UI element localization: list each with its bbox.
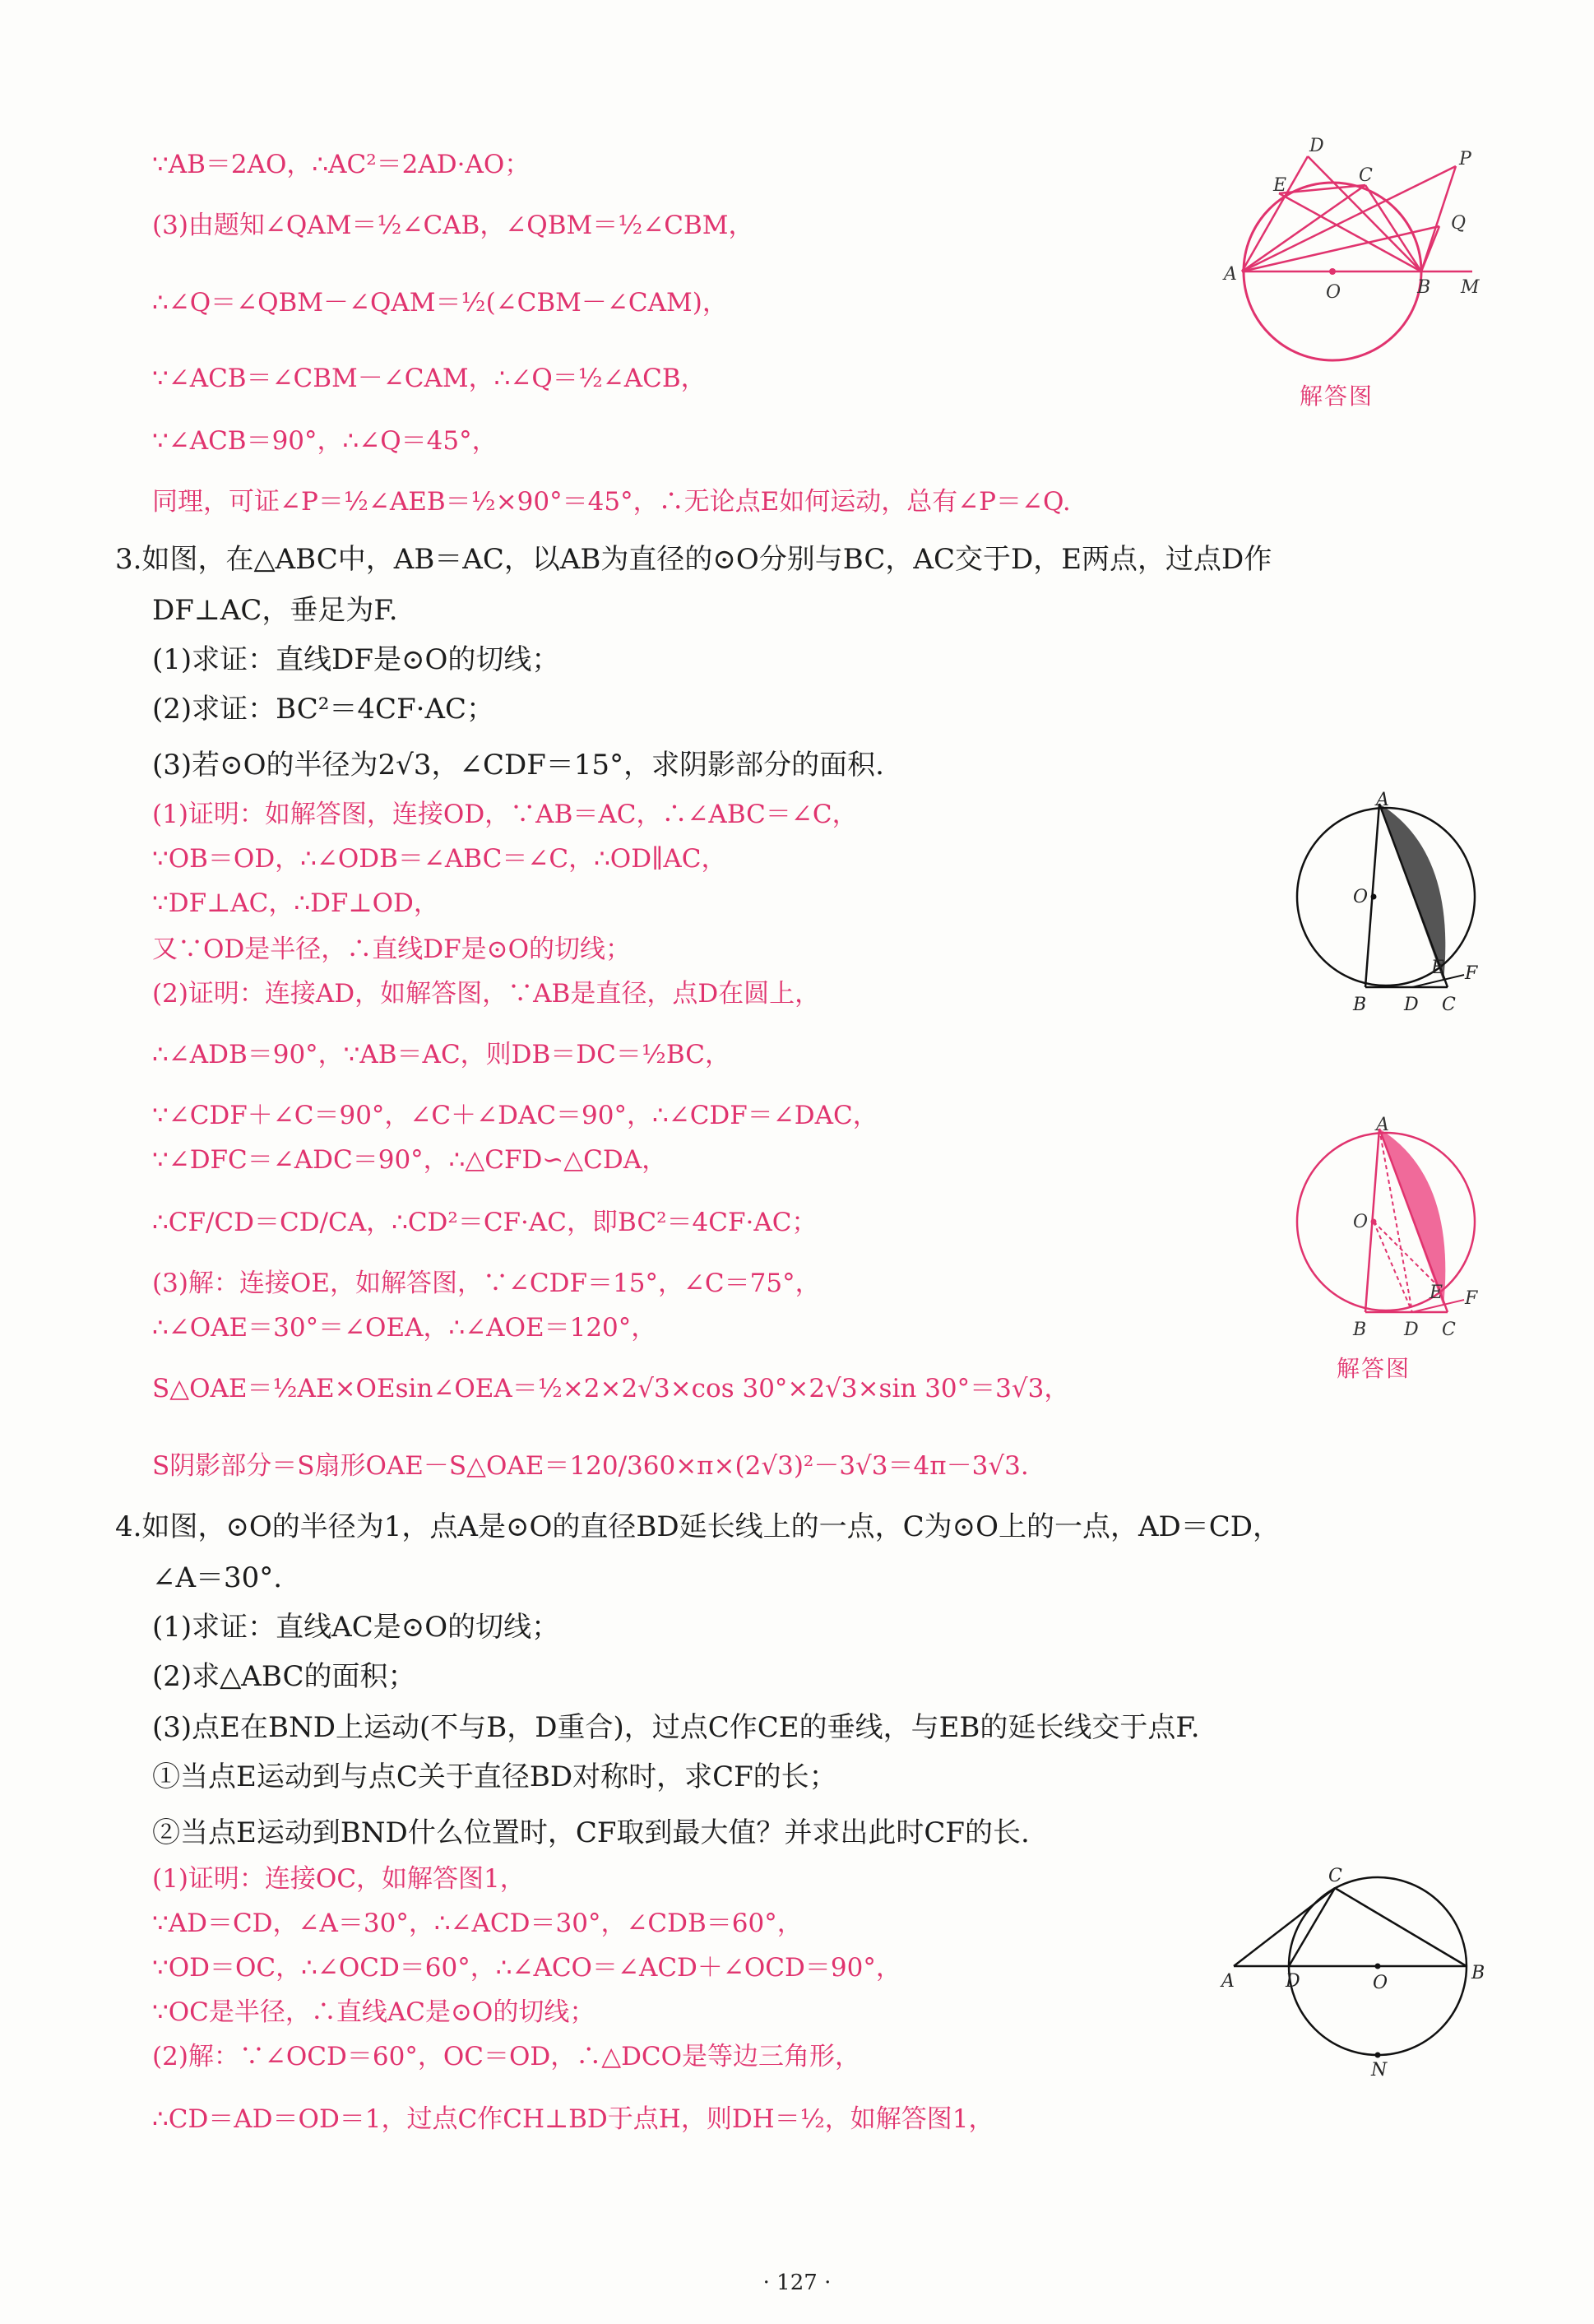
svg-text:A: A [1221,1971,1235,1992]
answer-line: ∴∠Q＝∠QBM－∠QAM＝½(∠CBM－∠CAM)， [152,288,728,318]
question-line: ∠A＝30°. [152,1561,283,1594]
answer-line: ∵∠DFC＝∠ADC＝90°，∴△CFD∽△CDA， [152,1145,668,1175]
question-line: (3)点E在BND上运动(不与B，D重合)，过点C作CE的垂线，与EB的延长线交于点F. [152,1711,1200,1744]
svg-text:D: D [1404,995,1419,1015]
answer-line: ∴∠ADB＝90°，∵AB＝AC，则DB＝DC＝½BC， [152,1040,730,1069]
svg-text:O: O [1353,887,1369,907]
fig1-label-d: D [1309,136,1324,156]
question-line: 3.如图，在△ABC中，AB＝AC，以AB为直径的⊙O分别与BC，AC交于D，E两点，过点D作 [115,543,1272,576]
svg-text:N: N [1371,2060,1388,2080]
svg-text:B: B [1417,277,1431,298]
figure-3 [1279,1115,1501,1382]
svg-text:A: A [1376,790,1389,810]
figure-4-svg [1221,1863,1493,2080]
svg-text:O: O [1326,282,1341,303]
svg-text:B: B [1353,1320,1367,1340]
svg-text:P: P [1459,149,1471,169]
svg-text:B: B [1353,995,1367,1015]
svg-text:A: A [1224,264,1237,285]
answer-line: ∵OB＝OD，∴∠ODB＝∠ABC＝∠C，∴OD∥AC， [152,844,727,874]
figure-3-caption: 解答图 [1337,1355,1411,1382]
answer-line: (3)解：连接OE，如解答图，∵∠CDF＝15°，∠C＝75°， [152,1269,821,1298]
svg-text:E: E [1273,175,1287,196]
svg-text:C: C [1442,1320,1456,1340]
figure-3-svg [1279,1115,1501,1341]
answer-line: ∴∠OAE＝30°＝∠OEA，∴∠AOE＝120°， [152,1313,657,1343]
question-line: ②当点E运动到BND什么位置时，CF取到最大值？并求出此时CF的长. [152,1816,1030,1849]
answer-line: 又∵OD是半径，∴直线DF是⊙O的切线； [152,935,632,964]
svg-text:D: D [1286,1971,1300,1992]
answer-line: ∴CD＝AD＝OD＝1，过点C作CH⊥BD于点H，则DH＝½，如解答图1， [152,2104,994,2134]
svg-text:Q: Q [1451,213,1467,234]
answer-line: ∵OC是半径，∴直线AC是⊙O的切线； [152,1997,595,2027]
svg-text:F: F [1465,1288,1478,1309]
figure-4 [1221,1863,1493,2080]
svg-text:D: D [1404,1320,1419,1340]
page-number: · 127 · [762,2271,832,2295]
answer-line: ∵DF⊥AC，∴DF⊥OD， [152,888,439,918]
figure-1 [1217,136,1489,410]
figure-2-svg [1279,790,1501,1016]
answer-line: S△OAE＝½AE×OEsin∠OEA＝½×2×2√3×cos 30°×2√3×sin 30°＝3√3， [152,1374,1070,1403]
svg-text:C: C [1359,165,1373,186]
svg-text:B: B [1471,1963,1485,1983]
answer-line: (1)证明：如解答图，连接OD，∵AB＝AC，∴∠ABC＝∠C， [152,800,858,829]
answer-line: (2)解：∵∠OCD＝60°，OC＝OD，∴△DCO是等边三角形， [152,2042,861,2071]
center-dot [1329,268,1336,275]
figure-1-caption: 解答图 [1300,383,1374,410]
answer-line: (3)由题知∠QAM＝½∠CAB，∠QBM＝½∠CBM， [152,211,754,240]
answer-line: ∵∠ACB＝90°，∴∠Q＝45°， [152,426,498,456]
svg-text:O: O [1373,1973,1388,1993]
svg-text:F: F [1465,963,1478,984]
svg-text:E: E [1430,1283,1443,1303]
answer-line: (2)证明：连接AD，如解答图，∵AB是直径，点D在圆上， [152,979,821,1009]
answer-line: ∵∠ACB＝∠CBM－∠CAM，∴∠Q＝½∠ACB， [152,364,707,393]
answer-line: ∴CF/CD＝CD/CA，∴CD²＝CF·AC，即BC²＝4CF·AC； [152,1208,818,1237]
question-line: ①当点E运动到与点C关于直径BD对称时，求CF的长； [152,1760,837,1793]
svg-text:C: C [1328,1866,1342,1886]
answer-line: 同理，可证∠P＝½∠AEB＝½×90°＝45°，∴无论点E如何运动，总有∠P＝∠Q. [152,487,1071,517]
question-line: (3)若⊙O的半径为2√3，∠CDF＝15°，求阴影部分的面积. [152,749,884,782]
question-line: (2)求证：BC²＝4CF·AC； [152,693,495,726]
svg-text:M: M [1461,277,1480,298]
question-line: (1)求证：直线AC是⊙O的切线； [152,1611,560,1644]
question-line: 4.如图，⊙O的半径为1，点A是⊙O的直径BD延长线上的一点，C为⊙O上的一点，AD＝CD， [115,1510,1281,1543]
question-line: (1)求证：直线DF是⊙O的切线； [152,643,560,676]
question-line: (2)求△ABC的面积； [152,1660,416,1693]
svg-text:E: E [1431,958,1445,978]
figure-2 [1279,790,1501,1016]
question-line: DF⊥AC，垂足为F. [152,594,398,627]
answer-line: S阴影部分＝S扇形OAE－S△OAE＝120/360×π×(2√3)²－3√3＝4π－3√3. [152,1451,1029,1481]
answer-line: ∵∠CDF＋∠C＝90°，∠C＋∠DAC＝90°，∴∠CDF＝∠DAC， [152,1101,878,1130]
answer-line: (1)证明：连接OC，如解答图1， [152,1864,526,1894]
answer-line: ∵AD＝CD，∠A＝30°，∴∠ACD＝30°，∠CDB＝60°， [152,1909,803,1938]
answer-line: ∵AB＝2AO，∴AC²＝2AD·AO； [152,150,531,179]
svg-text:A: A [1376,1115,1389,1135]
svg-text:C: C [1442,995,1456,1015]
answer-line: ∵OD＝OC，∴∠OCD＝60°，∴∠ACO＝∠ACD＋∠OCD＝90°， [152,1953,901,1983]
figure-1-svg [1217,136,1489,370]
svg-text:O: O [1353,1212,1369,1232]
